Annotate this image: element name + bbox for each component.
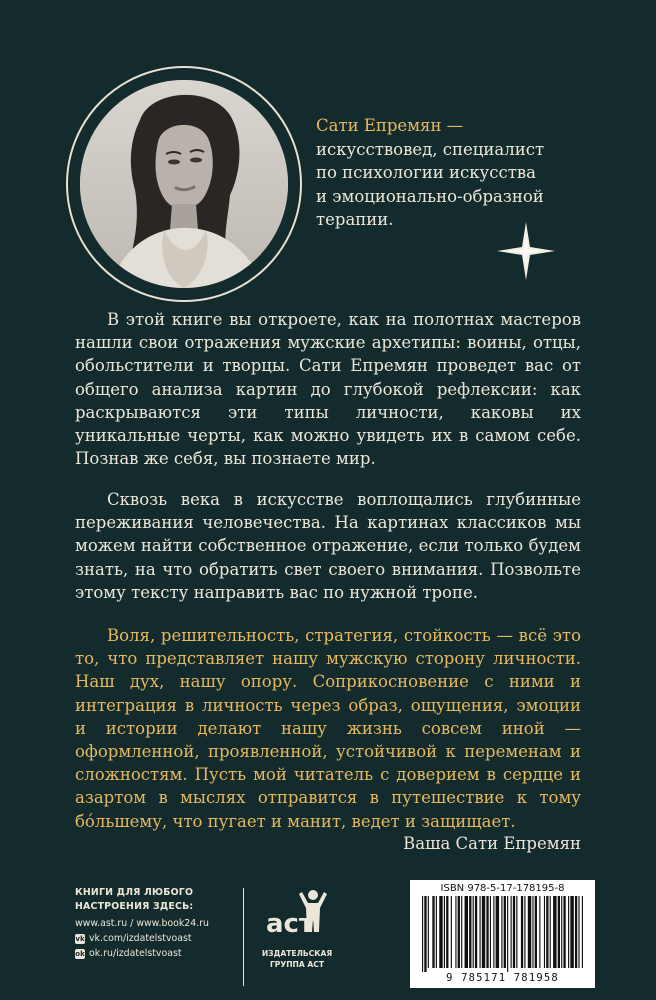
ok-text: ok.ru/izdatelstvoast [89,948,182,959]
publisher-info [75,886,235,961]
four-point-star-icon [495,220,557,282]
ok-icon: ok [75,949,85,958]
author-description-line: искусствовед, специалист [316,139,545,159]
ok-link[interactable] [75,946,235,961]
ast-logo [252,888,342,988]
author-signature: Ваша Сати Епремян [403,834,581,853]
websites-link[interactable] [75,916,235,931]
isbn-label: ISBN 978-5-17-178195-8 [440,883,565,894]
author-description-line: и эмоционально-образной [316,186,544,206]
barcode-panel [410,880,595,988]
publisher-caption-line: ГРУППА АСТ [269,960,325,969]
vk-icon: vk [75,934,85,943]
author-intro [316,114,616,232]
info-title: НАСТРОЕНИЯ ЗДЕСЬ: [75,900,194,912]
ast-logo-mark [264,888,330,944]
publisher-caption [252,948,342,970]
author-description-line: терапии. [316,210,394,229]
info-title: КНИГИ ДЛЯ ЛЮБОГО [75,887,194,898]
author-quote-paragraph: Воля, решительность, стратегия, стойкость — всё это то, что представляет нашу мужскую сторону личности. Наш дух, нашу опору. Соприкосновение с ними и интеграция в личность через образ, ощущения, эмоции и истории делают нашу жизнь совсем иной — оформленной, проявленной, устойчивой к переменам и сложностям. Пусть мой читатель с доверием в сердце и азартом в мыслях отправится в путешествие к тому бóльшему, что пугает и манит, ведет и защищает. [75,626,581,831]
publisher-caption-line: ИЗДАТЕЛЬСКАЯ [261,949,333,958]
author-description-line: по психологии искусства [316,163,536,182]
barcode-digits: 9 785171 781958 [446,972,559,984]
vk-text: vk.com/izdatelstvoast [89,933,192,944]
websites-text: www.ast.ru / www.book24.ru [75,918,209,929]
vk-link[interactable] [75,931,235,946]
author-name: Сати Епремян — [316,116,464,135]
description-paragraph-1: В этой книге вы откроете, как на полотнах мастеров нашли свои отражения мужские архетипы: воины, отцы, обольстители и творцы. Сати Епремян проведет вас от общего анализа картин до глубокой рефлексии: как раскрываются эти типы личности, каковы их уникальные черты, как можно увидеть их в самом себе. Познав же себя, вы познаете мир. [75,310,581,469]
description-paragraph-2: Сквозь века в искусстве воплощались глубинные переживания человечества. На картинах классиков мы можем найти собственное отражение, если только будем знать, на что обратить свет своего внимания. Позвольте этому тексту направить вас по нужной тропе. [75,490,581,602]
ast-logo-text: аст [266,909,315,939]
barcode-bars [422,896,583,972]
vertical-divider [243,888,244,986]
author-portrait [80,80,288,288]
